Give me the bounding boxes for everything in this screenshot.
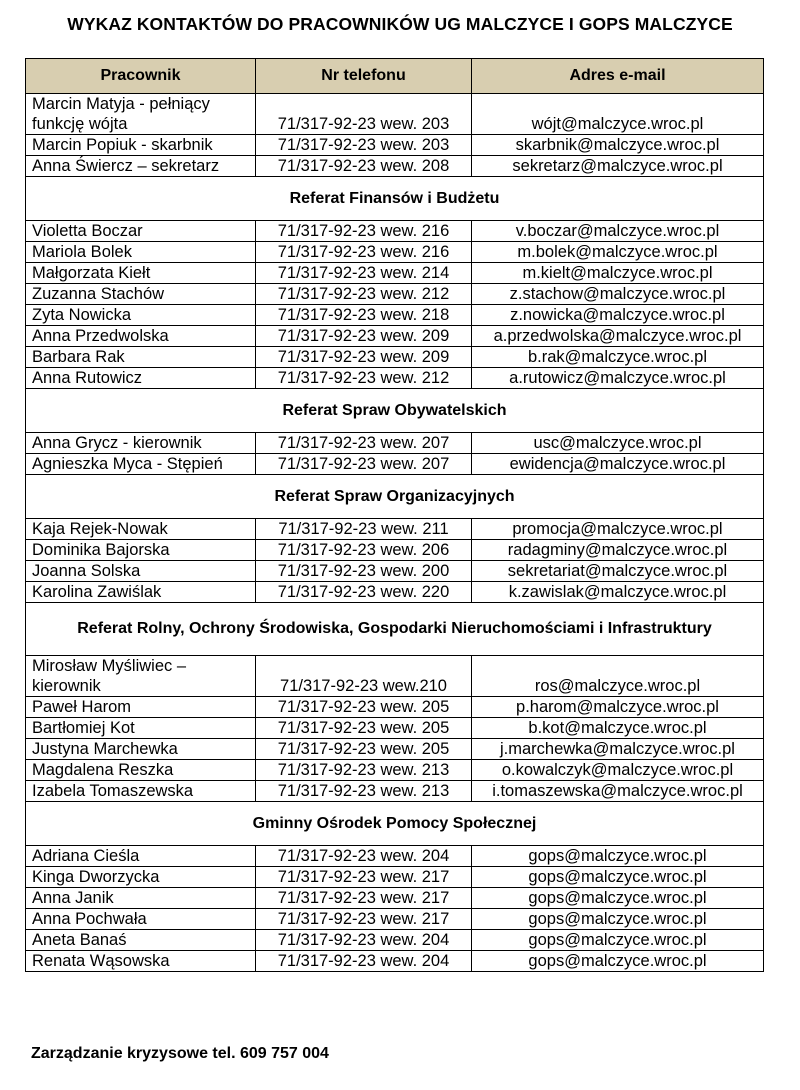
table-row <box>26 135 764 156</box>
phone-cell: 71/317-92-23 wew. 204 <box>256 930 472 951</box>
employee-name-cell: Marcin Popiuk - skarbnik <box>26 135 256 156</box>
employee-name-cell: Dominika Bajorska <box>26 540 256 561</box>
table-row <box>26 582 764 603</box>
email-cell: z.stachow@malczyce.wroc.pl <box>472 284 764 305</box>
table-row <box>26 888 764 909</box>
table-row <box>26 347 764 368</box>
phone-cell: 71/317-92-23 wew. 209 <box>256 326 472 347</box>
table-row <box>26 909 764 930</box>
employee-name-cell: Małgorzata Kiełt <box>26 263 256 284</box>
crisis-management-note: Zarządzanie kryzysowe tel. 609 757 004 <box>31 1045 329 1062</box>
email-cell: promocja@malczyce.wroc.pl <box>472 519 764 540</box>
email-cell: a.rutowicz@malczyce.wroc.pl <box>472 368 764 389</box>
employee-name-cell: Agnieszka Myca - Stępień <box>26 454 256 475</box>
email-cell: gops@malczyce.wroc.pl <box>472 909 764 930</box>
employee-name-cell: Anna Przedwolska <box>26 326 256 347</box>
employee-name-cell: Anna Grycz - kierownik <box>26 433 256 454</box>
email-cell: m.bolek@malczyce.wroc.pl <box>472 242 764 263</box>
email-cell: p.harom@malczyce.wroc.pl <box>472 697 764 718</box>
email-cell: z.nowicka@malczyce.wroc.pl <box>472 305 764 326</box>
table-row <box>26 368 764 389</box>
table-row <box>26 697 764 718</box>
email-cell: k.zawislak@malczyce.wroc.pl <box>472 582 764 603</box>
phone-cell: 71/317-92-23 wew. 217 <box>256 867 472 888</box>
employee-name-cell: Kinga Dworzycka <box>26 867 256 888</box>
header-phone: Nr telefonu <box>256 59 472 94</box>
phone-cell: 71/317-92-23 wew. 208 <box>256 156 472 177</box>
section-title: Gminny Ośrodek Pomocy Społecznej <box>26 802 764 846</box>
employee-name-cell: Bartłomiej Kot <box>26 718 256 739</box>
table-row <box>26 454 764 475</box>
employee-name-cell: Zuzanna Stachów <box>26 284 256 305</box>
employee-name-cell: Paweł Harom <box>26 697 256 718</box>
phone-cell: 71/317-92-23 wew. 200 <box>256 561 472 582</box>
email-cell: ros@malczyce.wroc.pl <box>472 656 764 697</box>
table-row <box>26 951 764 972</box>
section-title: Referat Rolny, Ochrony Środowiska, Gospodarki Nieruchomościami i Infrastruktury <box>26 603 764 656</box>
email-cell: o.kowalczyk@malczyce.wroc.pl <box>472 760 764 781</box>
phone-cell: 71/317-92-23 wew. 220 <box>256 582 472 603</box>
email-cell: wójt@malczyce.wroc.pl <box>472 94 764 135</box>
employee-name-cell: Barbara Rak <box>26 347 256 368</box>
table-row <box>26 326 764 347</box>
email-cell: gops@malczyce.wroc.pl <box>472 846 764 867</box>
employee-name-cell: Justyna Marchewka <box>26 739 256 760</box>
table-row <box>26 221 764 242</box>
employee-name-cell: Aneta Banaś <box>26 930 256 951</box>
email-cell: radagminy@malczyce.wroc.pl <box>472 540 764 561</box>
email-cell: gops@malczyce.wroc.pl <box>472 951 764 972</box>
employee-name-cell: Karolina Zawiślak <box>26 582 256 603</box>
phone-cell: 71/317-92-23 wew. 203 <box>256 135 472 156</box>
employee-name-cell: Magdalena Reszka <box>26 760 256 781</box>
email-cell: m.kielt@malczyce.wroc.pl <box>472 263 764 284</box>
contacts-table <box>25 58 764 972</box>
table-row <box>26 656 764 697</box>
phone-cell: 71/317-92-23 wew. 209 <box>256 347 472 368</box>
email-cell: sekretarz@malczyce.wroc.pl <box>472 156 764 177</box>
employee-name-cell: Kaja Rejek-Nowak <box>26 519 256 540</box>
contacts-body <box>26 94 764 972</box>
table-row <box>26 846 764 867</box>
phone-cell: 71/317-92-23 wew. 213 <box>256 760 472 781</box>
table-row <box>26 718 764 739</box>
email-cell: b.rak@malczyce.wroc.pl <box>472 347 764 368</box>
phone-cell: 71/317-92-23 wew. 214 <box>256 263 472 284</box>
email-cell: b.kot@malczyce.wroc.pl <box>472 718 764 739</box>
email-cell: j.marchewka@malczyce.wroc.pl <box>472 739 764 760</box>
table-header-row <box>26 59 764 94</box>
phone-cell: 71/317-92-23 wew. 203 <box>256 94 472 135</box>
table-row <box>26 760 764 781</box>
table-row <box>26 305 764 326</box>
table-row <box>26 561 764 582</box>
employee-name-cell: Anna Janik <box>26 888 256 909</box>
table-row <box>26 94 764 135</box>
section-title: Referat Spraw Obywatelskich <box>26 389 764 433</box>
table-row <box>26 930 764 951</box>
email-cell: v.boczar@malczyce.wroc.pl <box>472 221 764 242</box>
phone-cell: 71/317-92-23 wew. 207 <box>256 433 472 454</box>
table-row <box>26 781 764 802</box>
phone-cell: 71/317-92-23 wew.210 <box>256 656 472 697</box>
table-row <box>26 242 764 263</box>
employee-name-cell: Anna Pochwała <box>26 909 256 930</box>
section-title: Referat Finansów i Budżetu <box>26 177 764 221</box>
email-cell: a.przedwolska@malczyce.wroc.pl <box>472 326 764 347</box>
email-cell: sekretariat@malczyce.wroc.pl <box>472 561 764 582</box>
phone-cell: 71/317-92-23 wew. 205 <box>256 718 472 739</box>
section-row <box>26 389 764 433</box>
phone-cell: 71/317-92-23 wew. 205 <box>256 697 472 718</box>
section-title: Referat Spraw Organizacyjnych <box>26 475 764 519</box>
section-row <box>26 475 764 519</box>
phone-cell: 71/317-92-23 wew. 204 <box>256 951 472 972</box>
email-cell: ewidencja@malczyce.wroc.pl <box>472 454 764 475</box>
employee-name-cell: Adriana Cieśla <box>26 846 256 867</box>
section-row <box>26 177 764 221</box>
table-row <box>26 739 764 760</box>
email-cell: gops@malczyce.wroc.pl <box>472 888 764 909</box>
employee-name-cell: Anna Rutowicz <box>26 368 256 389</box>
table-row <box>26 433 764 454</box>
email-cell: gops@malczyce.wroc.pl <box>472 867 764 888</box>
employee-name-cell: Renata Wąsowska <box>26 951 256 972</box>
phone-cell: 71/317-92-23 wew. 216 <box>256 242 472 263</box>
employee-name-cell: Anna Świercz – sekretarz <box>26 156 256 177</box>
table-row <box>26 156 764 177</box>
phone-cell: 71/317-92-23 wew. 211 <box>256 519 472 540</box>
employee-name-cell: Mariola Bolek <box>26 242 256 263</box>
table-row <box>26 263 764 284</box>
phone-cell: 71/317-92-23 wew. 217 <box>256 909 472 930</box>
employee-name-cell: Zyta Nowicka <box>26 305 256 326</box>
header-email: Adres e-mail <box>472 59 764 94</box>
phone-cell: 71/317-92-23 wew. 205 <box>256 739 472 760</box>
employee-name-cell: Marcin Matyja - pełniący funkcję wójta <box>26 94 256 135</box>
phone-cell: 71/317-92-23 wew. 206 <box>256 540 472 561</box>
phone-cell: 71/317-92-23 wew. 207 <box>256 454 472 475</box>
section-row <box>26 603 764 656</box>
email-cell: i.tomaszewska@malczyce.wroc.pl <box>472 781 764 802</box>
phone-cell: 71/317-92-23 wew. 216 <box>256 221 472 242</box>
table-row <box>26 540 764 561</box>
phone-cell: 71/317-92-23 wew. 217 <box>256 888 472 909</box>
employee-name-cell: Izabela Tomaszewska <box>26 781 256 802</box>
table-row <box>26 284 764 305</box>
email-cell: skarbnik@malczyce.wroc.pl <box>472 135 764 156</box>
phone-cell: 71/317-92-23 wew. 218 <box>256 305 472 326</box>
email-cell: usc@malczyce.wroc.pl <box>472 433 764 454</box>
employee-name-cell: Mirosław Myśliwiec – kierownik <box>26 656 256 697</box>
email-cell: gops@malczyce.wroc.pl <box>472 930 764 951</box>
header-employee: Pracownik <box>26 59 256 94</box>
phone-cell: 71/317-92-23 wew. 212 <box>256 368 472 389</box>
employee-name-cell: Violetta Boczar <box>26 221 256 242</box>
phone-cell: 71/317-92-23 wew. 212 <box>256 284 472 305</box>
document-title: WYKAZ KONTAKTÓW DO PRACOWNIKÓW UG MALCZYCE I GOPS MALCZYCE <box>67 14 733 34</box>
phone-cell: 71/317-92-23 wew. 213 <box>256 781 472 802</box>
employee-name-cell: Joanna Solska <box>26 561 256 582</box>
table-row <box>26 519 764 540</box>
section-row <box>26 802 764 846</box>
table-row <box>26 867 764 888</box>
phone-cell: 71/317-92-23 wew. 204 <box>256 846 472 867</box>
